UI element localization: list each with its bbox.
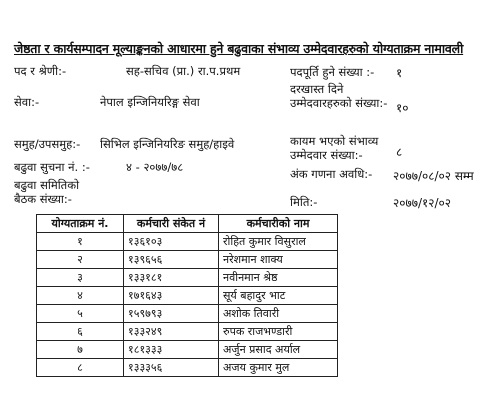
date-label: मिति:-	[290, 195, 318, 209]
post-level-label: पद र श्रेणी:-	[14, 64, 67, 78]
header-employee-name: कर्मचारीको नाम	[219, 215, 338, 233]
table-row	[37, 251, 338, 269]
rank-cell: ४	[37, 287, 124, 305]
document-title: जेष्ठता र कार्यसम्पादन मूल्याङ्कनको आधारमा हुने बढुवाका संभाव्य उम्मेदवारहरुको योग्यताक्रम नामावली	[14, 41, 464, 56]
calculation-period-value: २०७७/०८/०२ सम्म	[393, 169, 474, 183]
table-row	[37, 359, 338, 377]
name-cell: रोहित कुमार विसुराल	[219, 233, 338, 251]
table-row	[37, 323, 338, 341]
ranking-table	[36, 214, 338, 377]
name-cell: नवीनमान श्रेष्ठ	[219, 269, 338, 287]
rank-cell: ३	[37, 269, 124, 287]
name-cell: सूर्य बहादुर भाट	[219, 287, 338, 305]
name-cell: अशोक तिवारी	[219, 305, 338, 323]
header-employee-code: कर्मचारी संकेत नं	[124, 215, 219, 233]
code-cell: १५९७९३	[124, 305, 219, 323]
notice-number-label: बढुवा सुचना नं. :-	[14, 160, 90, 174]
eligible-count-label: कायम भएको संभाव्य उम्मेदवार संख्या:-	[290, 134, 379, 162]
name-cell: अजय कुमार मुल	[219, 359, 338, 377]
table-header-row	[37, 215, 338, 233]
table-row	[37, 233, 338, 251]
rank-cell: ६	[37, 323, 124, 341]
calculation-period-label: अंक गणना अवधि:-	[290, 167, 373, 181]
rank-cell: ५	[37, 305, 124, 323]
service-value: नेपाल इन्जिनियरिङ्ग सेवा	[100, 95, 200, 109]
rank-cell: १	[37, 233, 124, 251]
table-row	[37, 305, 338, 323]
header-rank: योग्यताक्रम नं.	[37, 215, 124, 233]
rank-cell: ७	[37, 341, 124, 359]
vacancy-count-label: पदपूर्ति हुने संख्या :-	[290, 65, 375, 79]
code-cell: १३९६५६	[124, 251, 219, 269]
name-cell: नरेशमान शाक्य	[219, 251, 338, 269]
name-cell: रुपक राजभण्डारी	[219, 323, 338, 341]
group-label: समुह/उपसमुह:-	[14, 137, 81, 151]
applicant-count-value: १०	[396, 101, 409, 115]
table-row	[37, 287, 338, 305]
code-cell: १३६१०३	[124, 233, 219, 251]
applicant-count-label: दरखास्त दिने उम्मेदवारहरुको संख्या:-	[290, 82, 388, 110]
code-cell: १३३१८१	[124, 269, 219, 287]
code-cell: १३३२४९	[124, 323, 219, 341]
date-value: २०७७/१२/०२	[393, 196, 452, 210]
service-label: सेवा:-	[14, 95, 40, 109]
rank-cell: ८	[37, 359, 124, 377]
meeting-count-label: बढुवा समितिको बैठक संख्या:-	[14, 178, 80, 206]
code-cell: १७१६४३	[124, 287, 219, 305]
notice-number-value: ४ - २०७७/७८	[126, 160, 184, 174]
rank-cell: २	[37, 251, 124, 269]
name-cell: अर्जुन प्रसाद अर्याल	[219, 341, 338, 359]
group-value: सिभिल इन्जिनियरिङ समुह/हाइवे	[100, 137, 235, 151]
table-row	[37, 269, 338, 287]
vacancy-count-value: १	[396, 66, 403, 80]
table-row	[37, 341, 338, 359]
eligible-count-value: ८	[396, 145, 403, 159]
code-cell: १३३३५६	[124, 359, 219, 377]
code-cell: १८१३३३	[124, 341, 219, 359]
post-level-value: सह-सचिव (प्रा.) रा.प.प्रथम	[126, 64, 241, 78]
